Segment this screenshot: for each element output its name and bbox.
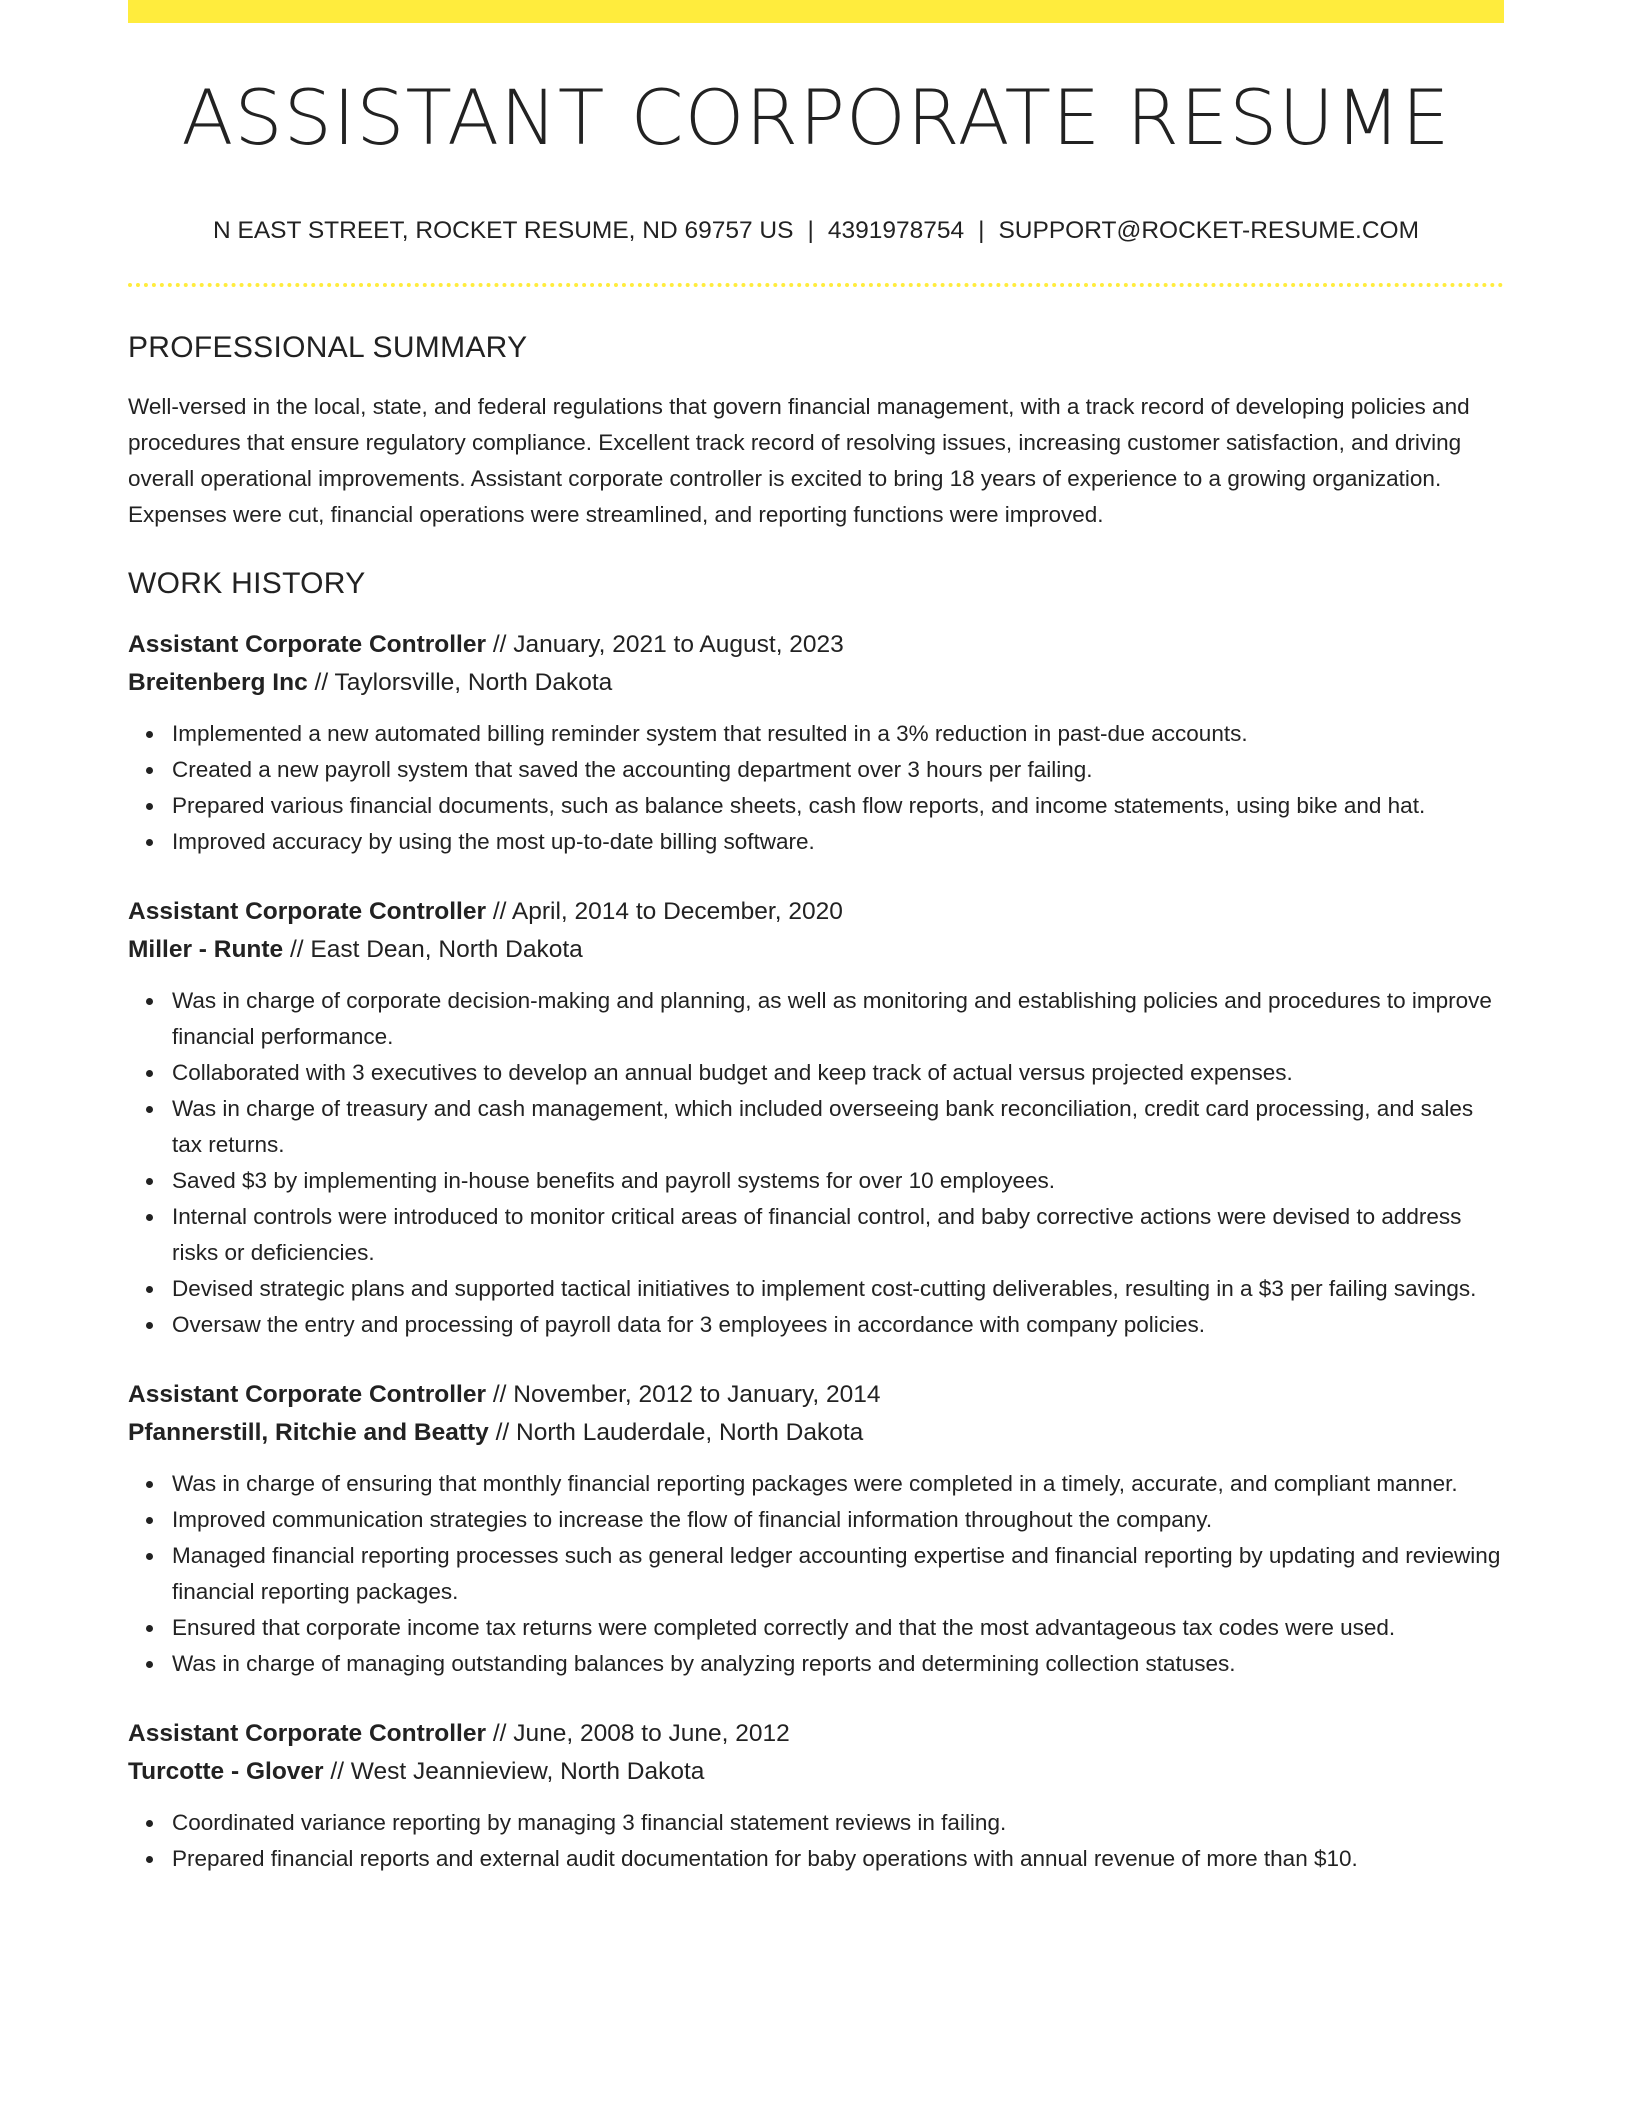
dotted-divider <box>128 283 1504 287</box>
job-title-line <box>128 1715 1504 1753</box>
job-title: Assistant Corporate Controller <box>128 630 487 658</box>
job-location: // Taylorsville, North Dakota <box>307 668 613 696</box>
job-dates: // April, 2014 to December, 2020 <box>486 897 843 925</box>
job-entry <box>128 1376 1504 1682</box>
work-history-heading: WORK HISTORY <box>128 566 366 600</box>
job-bullet: Improved accuracy by using the most up-to-date billing software. <box>172 824 1504 860</box>
job-bullet: Coordinated variance reporting by managing 3 financial statement reviews in failing. <box>172 1805 1504 1841</box>
job-bullet: Was in charge of managing outstanding balances by analyzing reports and determining collection statuses. <box>172 1646 1504 1682</box>
job-title: Assistant Corporate Controller <box>128 897 487 925</box>
summary-text: Well-versed in the local, state, and federal regulations that govern financial management, with a track record of developing policies and procedures that ensure regulatory compliance. Excellent track record of resolving issues, increasing customer satisfaction, and driving overall operational improvements. Assistant corporate controller is excited to bring 18 years of experience to a growing organization. Expenses were cut, financial operations were streamlined, and reporting functions were improved. <box>128 393 1470 527</box>
work-history-list <box>128 626 1504 1877</box>
job-company: Miller - Runte <box>128 935 284 963</box>
job-company-line <box>128 664 1504 702</box>
job-title-line <box>128 626 1504 664</box>
job-bullet: Prepared financial reports and external audit documentation for baby operations with annual revenue of more than $10. <box>172 1841 1504 1877</box>
job-bullet: Collaborated with 3 executives to develop an annual budget and keep track of actual versus projected expenses. <box>172 1055 1504 1091</box>
job-bullet: Oversaw the entry and processing of payroll data for 3 employees in accordance with company policies. <box>172 1307 1504 1343</box>
summary-heading: PROFESSIONAL SUMMARY <box>128 330 528 364</box>
job-entry <box>128 626 1504 860</box>
job-entry <box>128 893 1504 1343</box>
contact-info <box>128 219 1504 244</box>
job-dates: // January, 2021 to August, 2023 <box>486 630 844 658</box>
job-company-line <box>128 1414 1504 1452</box>
job-company: Breitenberg Inc <box>128 668 308 696</box>
job-bullets <box>128 716 1504 860</box>
job-dates: // November, 2012 to January, 2014 <box>486 1380 881 1408</box>
job-bullet: Created a new payroll system that saved the accounting department over 3 hours per failing. <box>172 752 1504 788</box>
job-location: // North Lauderdale, North Dakota <box>488 1418 864 1446</box>
job-bullet: Implemented a new automated billing reminder system that resulted in a 3% reduction in past-due accounts. <box>172 716 1504 752</box>
job-bullet: Was in charge of ensuring that monthly financial reporting packages were completed in a timely, accurate, and compliant manner. <box>172 1466 1504 1502</box>
resume-page <box>128 0 1504 1877</box>
contact-separator: | <box>978 217 985 244</box>
job-title: Assistant Corporate Controller <box>128 1719 487 1747</box>
job-title: Assistant Corporate Controller <box>128 1380 487 1408</box>
job-entry <box>128 1715 1504 1877</box>
job-location: // West Jeannieview, North Dakota <box>323 1757 705 1785</box>
job-bullet: Improved communication strategies to increase the flow of financial information throughout the company. <box>172 1502 1504 1538</box>
job-bullet: Was in charge of corporate decision-making and planning, as well as monitoring and establishing policies and procedures to improve financial performance. <box>172 983 1504 1055</box>
job-bullet: Saved $3 by implementing in-house benefits and payroll systems for over 10 employees. <box>172 1163 1504 1199</box>
job-bullet: Was in charge of treasury and cash management, which included overseeing bank reconciliation, credit card processing, and sales tax returns. <box>172 1091 1504 1163</box>
job-bullet: Ensured that corporate income tax returns were completed correctly and that the most advantageous tax codes were used. <box>172 1610 1504 1646</box>
resume-title: ASSISTANT CORPORATE RESUME <box>181 73 1451 162</box>
job-company-line <box>128 931 1504 969</box>
job-company: Pfannerstill, Ritchie and Beatty <box>128 1418 489 1446</box>
job-location: // East Dean, North Dakota <box>283 935 583 963</box>
contact-email: SUPPORT@ROCKET-RESUME.COM <box>998 217 1419 244</box>
job-title-line <box>128 893 1504 931</box>
job-title-line <box>128 1376 1504 1414</box>
job-bullet: Devised strategic plans and supported tactical initiatives to implement cost-cutting deliverables, resulting in a $3 per failing savings. <box>172 1271 1504 1307</box>
job-bullets <box>128 983 1504 1343</box>
job-company: Turcotte - Glover <box>128 1757 324 1785</box>
job-bullets <box>128 1466 1504 1682</box>
contact-address: N EAST STREET, ROCKET RESUME, ND 69757 US <box>212 217 794 244</box>
job-company-line <box>128 1753 1504 1791</box>
contact-separator: | <box>807 217 814 244</box>
job-bullet: Internal controls were introduced to monitor critical areas of financial control, and baby corrective actions were devised to address risks or deficiencies. <box>172 1199 1504 1271</box>
job-dates: // June, 2008 to June, 2012 <box>486 1719 790 1747</box>
top-accent-bar <box>128 0 1504 23</box>
contact-phone: 4391978754 <box>827 217 965 244</box>
job-bullet: Prepared various financial documents, such as balance sheets, cash flow reports, and income statements, using bike and hat. <box>172 788 1504 824</box>
job-bullets <box>128 1805 1504 1877</box>
job-bullet: Managed financial reporting processes such as general ledger accounting expertise and financial reporting by updating and reviewing financial reporting packages. <box>172 1538 1504 1610</box>
